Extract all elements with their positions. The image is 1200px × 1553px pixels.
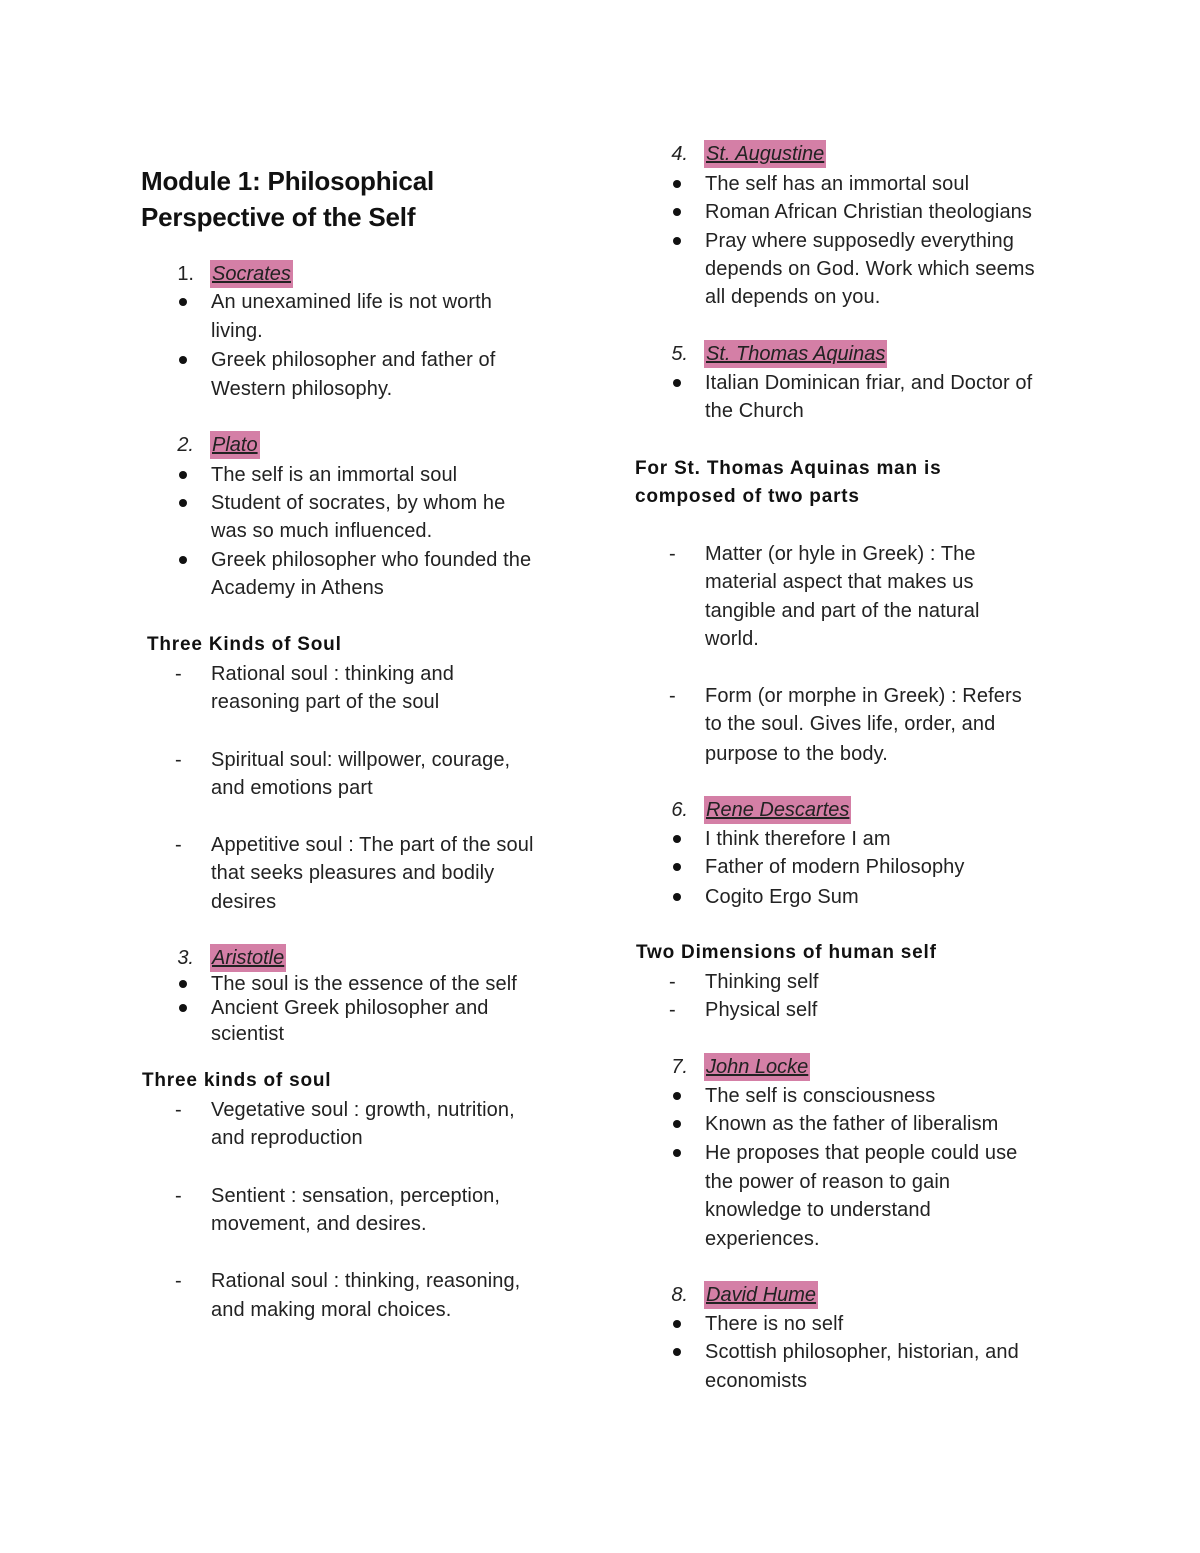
section-heading: Three kinds of soul bbox=[142, 1070, 332, 1091]
list-item: that seeks pleasures and bodily bbox=[211, 862, 495, 884]
list-item: The self is an immortal soul bbox=[211, 464, 458, 486]
list-item: all depends on you. bbox=[705, 286, 881, 308]
list-number: 2. bbox=[177, 434, 194, 456]
list-item: Roman African Christian theologians bbox=[705, 201, 1033, 223]
title-line-2: Perspective of the Self bbox=[141, 202, 416, 232]
list-item: depends on God. Work which seems bbox=[705, 258, 1035, 280]
section-heading: For St. Thomas Aquinas man is bbox=[635, 458, 942, 479]
bullet-icon bbox=[673, 835, 681, 843]
bullet-icon bbox=[179, 356, 187, 364]
list-item: Matter (or hyle in Greek) : The bbox=[705, 543, 976, 565]
bullet-icon bbox=[179, 1004, 187, 1012]
list-item: Thinking self bbox=[705, 971, 819, 993]
list-item: Academy in Athens bbox=[211, 577, 384, 599]
list-item: and emotions part bbox=[211, 777, 373, 799]
page-title bbox=[141, 163, 561, 235]
list-item: Italian Dominican friar, and Doctor of bbox=[705, 372, 1033, 394]
dash-marker: - bbox=[669, 543, 676, 565]
dash-marker: - bbox=[175, 749, 182, 771]
list-item: Student of socrates, by whom he bbox=[211, 492, 506, 514]
list-item: Sentient : sensation, perception, bbox=[211, 1185, 501, 1207]
bullet-icon bbox=[673, 1348, 681, 1356]
list-item: Vegetative soul : growth, nutrition, bbox=[211, 1099, 515, 1121]
list-item: He proposes that people could use bbox=[705, 1142, 1018, 1164]
list-item: The self is consciousness bbox=[705, 1085, 936, 1107]
section-heading: composed of two parts bbox=[635, 486, 860, 507]
list-item: There is no self bbox=[705, 1313, 844, 1335]
list-item: the Church bbox=[705, 400, 804, 422]
list-item: The soul is the essence of the self bbox=[211, 973, 517, 995]
list-item: Form (or morphe in Greek) : Refers bbox=[705, 685, 1022, 707]
dash-marker: - bbox=[175, 1185, 182, 1207]
list-item: Pray where supposedly everything bbox=[705, 230, 1014, 252]
list-item: knowledge to understand bbox=[705, 1199, 931, 1221]
title-line-1: Module 1: Philosophical bbox=[141, 166, 434, 196]
list-item: Father of modern Philosophy bbox=[705, 856, 965, 878]
list-item: tangible and part of the natural bbox=[705, 600, 980, 622]
bullet-icon bbox=[179, 298, 187, 306]
list-item: material aspect that makes us bbox=[705, 571, 974, 593]
dash-marker: - bbox=[669, 999, 676, 1021]
list-item: reasoning part of the soul bbox=[211, 691, 440, 713]
philosopher-name-augustine: St. Augustine bbox=[704, 140, 826, 168]
list-item: The self has an immortal soul bbox=[705, 173, 970, 195]
list-item: and making moral choices. bbox=[211, 1299, 452, 1321]
list-item: scientist bbox=[211, 1023, 285, 1045]
dash-marker: - bbox=[669, 685, 676, 707]
list-item: to the soul. Gives life, order, and bbox=[705, 713, 996, 735]
bullet-icon bbox=[673, 1149, 681, 1157]
philosopher-name-aristotle: Aristotle bbox=[210, 944, 286, 972]
list-item: Cogito Ergo Sum bbox=[705, 886, 859, 908]
bullet-icon bbox=[673, 379, 681, 387]
bullet-icon bbox=[179, 471, 187, 479]
bullet-icon bbox=[673, 863, 681, 871]
bullet-icon bbox=[179, 980, 187, 988]
bullet-icon bbox=[673, 893, 681, 901]
list-number: 3. bbox=[177, 947, 194, 969]
list-item: economists bbox=[705, 1370, 808, 1392]
list-item: Known as the father of liberalism bbox=[705, 1113, 999, 1135]
bullet-icon bbox=[673, 1320, 681, 1328]
dash-marker: - bbox=[175, 1099, 182, 1121]
list-item: world. bbox=[705, 628, 759, 650]
list-item: desires bbox=[211, 891, 277, 913]
list-item: the power of reason to gain bbox=[705, 1171, 951, 1193]
list-item: living. bbox=[211, 320, 263, 342]
list-item: Physical self bbox=[705, 999, 818, 1021]
bullet-icon bbox=[673, 1092, 681, 1100]
philosopher-name-descartes: Rene Descartes bbox=[704, 796, 851, 824]
bullet-icon bbox=[179, 499, 187, 507]
list-item: Western philosophy. bbox=[211, 378, 393, 400]
bullet-icon bbox=[673, 180, 681, 188]
list-item: was so much influenced. bbox=[211, 520, 433, 542]
list-item: Ancient Greek philosopher and bbox=[211, 997, 489, 1019]
list-number: 8. bbox=[671, 1284, 688, 1306]
list-number: 7. bbox=[671, 1056, 688, 1078]
philosopher-name-aquinas: St. Thomas Aquinas bbox=[704, 340, 887, 368]
list-item: Spiritual soul: willpower, courage, bbox=[211, 749, 511, 771]
list-item: Appetitive soul : The part of the soul bbox=[211, 834, 534, 856]
philosopher-name-locke: John Locke bbox=[704, 1053, 810, 1081]
dash-marker: - bbox=[175, 834, 182, 856]
list-number: 6. bbox=[671, 799, 688, 821]
list-number: 4. bbox=[671, 143, 688, 165]
list-item: experiences. bbox=[705, 1228, 820, 1250]
philosopher-name-hume: David Hume bbox=[704, 1281, 818, 1309]
list-number: 1. bbox=[177, 263, 194, 285]
dash-marker: - bbox=[669, 971, 676, 993]
philosopher-name-socrates: Socrates bbox=[210, 260, 293, 288]
section-heading: Three Kinds of Soul bbox=[147, 634, 342, 655]
list-item: Greek philosopher and father of bbox=[211, 349, 496, 371]
section-heading: Two Dimensions of human self bbox=[636, 942, 937, 963]
list-number: 5. bbox=[671, 343, 688, 365]
bullet-icon bbox=[673, 1120, 681, 1128]
list-item: Rational soul : thinking, reasoning, bbox=[211, 1270, 521, 1292]
list-item: movement, and desires. bbox=[211, 1213, 427, 1235]
bullet-icon bbox=[179, 556, 187, 564]
bullet-icon bbox=[673, 237, 681, 245]
list-item: I think therefore I am bbox=[705, 828, 891, 850]
dash-marker: - bbox=[175, 663, 182, 685]
bullet-icon bbox=[673, 208, 681, 216]
list-item: Scottish philosopher, historian, and bbox=[705, 1341, 1019, 1363]
list-item: Greek philosopher who founded the bbox=[211, 549, 532, 571]
philosopher-name-plato: Plato bbox=[210, 431, 260, 459]
list-item: Rational soul : thinking and bbox=[211, 663, 454, 685]
list-item: and reproduction bbox=[211, 1127, 363, 1149]
list-item: purpose to the body. bbox=[705, 743, 888, 765]
dash-marker: - bbox=[175, 1270, 182, 1292]
list-item: An unexamined life is not worth bbox=[211, 291, 493, 313]
